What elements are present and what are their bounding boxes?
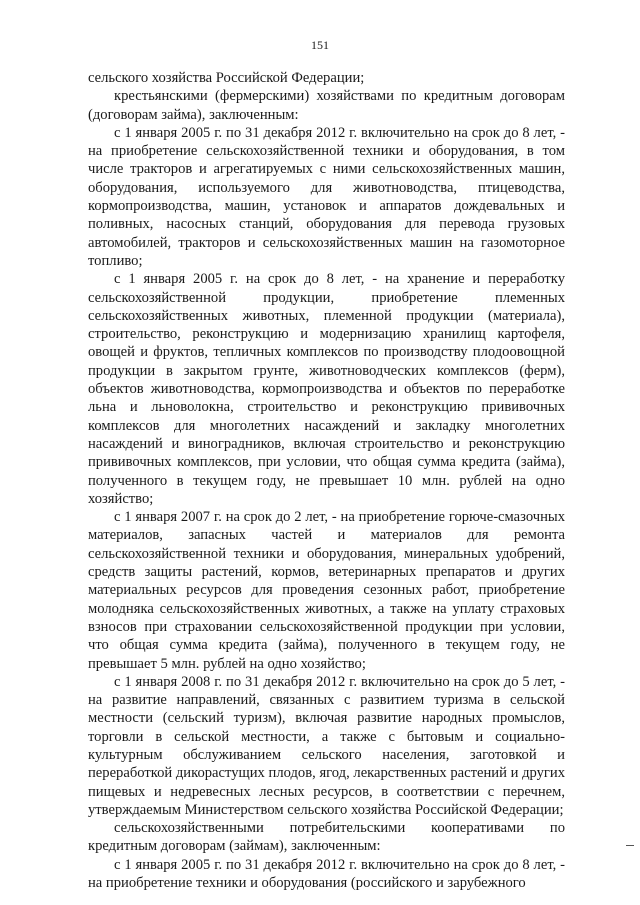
page-number: 151: [311, 38, 329, 52]
document-body: [88, 69, 565, 892]
paragraph-equipment-loans: с 1 января 2005 г. по 31 декабря 2012 г. включительно на срок до 8 лет, - на приобретение техники и оборудования (российского и зарубежного: [88, 856, 565, 892]
paragraph-rural-tourism-loans: с 1 января 2008 г. по 31 декабря 2012 г. включительно на срок до 5 лет, - на развитие направлений, связанных с развитием туризма в сельской местности (сельский туризм), включая развитие народных промыслов, торговли в сельской местности, а также с бытовым и социально-культурным обслуживанием сельского населения, заготовкой и переработкой дикорастущих плодов, ягод, лекарственных растений и других пищевых и недревесных лесных ресурсов, в соответствии с перечнем, утверждаемым Министерством сельского хозяйства Российской Федерации;: [88, 673, 565, 818]
paragraph-farm-households: крестьянскими (фермерскими) хозяйствами по кредитным договорам (договорам займа), заключенным:: [88, 88, 565, 123]
paragraph-continuation: сельского хозяйства Российской Федерации;: [88, 70, 365, 86]
paragraph-storage-processing-loans: с 1 января 2005 г. на срок до 8 лет, - на хранение и переработку сельскохозяйственной продукции, приобретение племенных сельскохозяйственных животных, племенной продукции (материала), строительство, реконструкцию и модернизацию хранилищ картофеля, овощей и фруктов, тепличных комплексов по производству плодоовощной продукции в закрытом грунте, животноводческих комплексов (ферм), объектов животноводства, кормопроизводства и объектов по переработке льна и льноволокна, строительство и реконструкцию прививочных комплексов для многолетних насаждений и закладку многолетних насаждений и виноградников, включая строительство и реконструкцию прививочных комплексов, при условии, что общая сумма кредита (займа), полученного в текущем году, не превышает 10 млн. рублей на одно хозяйство;: [88, 271, 565, 507]
scan-edge-mark: [626, 845, 634, 846]
paragraph-cooperatives: сельскохозяйственными потребительскими кооперативами по кредитным договорам (займам), заключенным:: [88, 820, 565, 855]
paragraph-seasonal-loans: с 1 января 2007 г. на срок до 2 лет, - на приобретение горюче-смазочных материалов, запасных частей и материалов для ремонта сельскохозяйственной техники и оборудования, минеральных удобрений, средств защиты растений, кормов, ветеринарных препаратов и других материальных ресурсов для проведения сезонных работ, приобретение молодняка сельскохозяйственных животных, а также на уплату страховых взносов при страховании сельскохозяйственной продукции при условии, что общая сумма кредита (займа), полученного в текущем году, не превышает 5 млн. рублей на одно хозяйство;: [88, 509, 565, 672]
paragraph-machinery-loans: с 1 января 2005 г. по 31 декабря 2012 г. включительно на срок до 8 лет, - на приобретение сельскохозяйственной техники и оборудования, в том числе тракторов и агрегатируемых с ними сельскохозяйственных машин, оборудования, используемого для животноводства, птицеводства, кормопроизводства, машин, установок и аппаратов дождевальных и поливных, насосных станций, оборудования для перевода грузовых автомобилей, тракторов и сельскохозяйственных машин на газомоторное топливо;: [88, 124, 565, 269]
